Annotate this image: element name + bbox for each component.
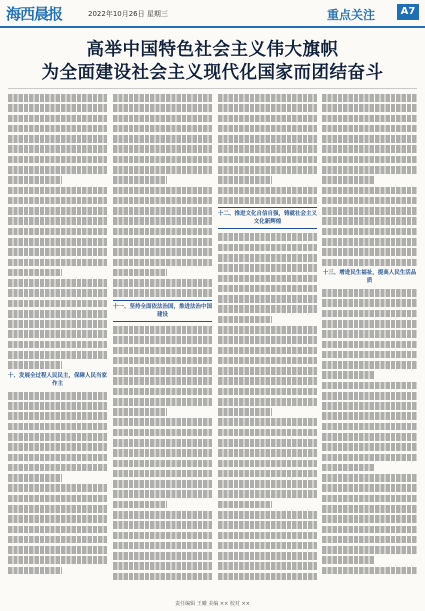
- text-line: [218, 542, 317, 550]
- text-line: [113, 449, 212, 457]
- text-line: [322, 351, 417, 359]
- text-line: [113, 439, 212, 447]
- text-line: [218, 398, 317, 406]
- text-line: [322, 176, 374, 184]
- text-line: [8, 505, 107, 513]
- text-line: [113, 408, 167, 416]
- text-line: [8, 526, 107, 534]
- text-line: [113, 511, 212, 519]
- text-line: [8, 310, 107, 318]
- text-line: [322, 474, 417, 482]
- text-line: [218, 275, 317, 283]
- text-line: [218, 295, 317, 303]
- subheading: 十二、推进文化自信自强，铸就社会主义文化新辉煌: [218, 207, 317, 229]
- text-line: [322, 423, 417, 431]
- text-line: [113, 269, 167, 277]
- text-line: [113, 145, 212, 153]
- text-line: [8, 207, 107, 215]
- text-line: [113, 166, 212, 174]
- text-line: [8, 197, 107, 205]
- text-line: [113, 238, 212, 246]
- text-line: [322, 526, 417, 534]
- text-line: [8, 104, 107, 112]
- text-line: [322, 536, 417, 544]
- headline-line-1: 高举中国特色社会主义伟大旗帜: [86, 40, 339, 60]
- text-line: [113, 429, 212, 437]
- text-line: [113, 480, 212, 488]
- text-line: [113, 228, 212, 236]
- article-column-3: [218, 94, 317, 594]
- text-line: [113, 289, 212, 297]
- text-line: [113, 388, 212, 396]
- text-line: [322, 464, 374, 472]
- text-line: [322, 115, 417, 123]
- headline-line-2: 为全面建设社会主义现代化国家而团结奋斗: [41, 63, 384, 83]
- text-line: [8, 423, 107, 431]
- text-line: [218, 336, 317, 344]
- text-line: [8, 269, 62, 277]
- text-line: [218, 244, 317, 252]
- text-line: [113, 248, 212, 256]
- text-line: [218, 573, 317, 581]
- text-line: [322, 259, 417, 267]
- text-line: [113, 217, 212, 225]
- text-line: [8, 300, 107, 308]
- text-line: [322, 156, 417, 164]
- text-line: [8, 556, 107, 564]
- text-line: [8, 187, 107, 195]
- text-line: [113, 573, 212, 581]
- text-line: [322, 248, 417, 256]
- text-line: [8, 217, 107, 225]
- text-line: [8, 464, 107, 472]
- text-line: [218, 511, 317, 519]
- text-line: [322, 94, 417, 102]
- text-line: [113, 367, 212, 375]
- text-line: [322, 310, 417, 318]
- text-line: [322, 392, 417, 400]
- text-line: [218, 135, 317, 143]
- text-line: [113, 115, 212, 123]
- newspaper-logo: 海西晨报: [6, 5, 63, 23]
- text-line: [113, 187, 212, 195]
- text-line: [322, 382, 417, 390]
- text-line: [322, 454, 417, 462]
- issue-date: 2022年10月26日 星期三: [88, 10, 168, 18]
- text-line: [218, 264, 317, 272]
- text-line: [113, 125, 212, 133]
- text-line: [218, 460, 317, 468]
- text-line: [322, 371, 374, 379]
- divider: [8, 88, 417, 89]
- text-line: [113, 357, 212, 365]
- text-line: [322, 567, 417, 575]
- text-line: [322, 135, 417, 143]
- text-line: [218, 418, 317, 426]
- article-column-4: [322, 94, 417, 594]
- text-line: [8, 515, 107, 523]
- text-line: [322, 217, 417, 225]
- text-line: [218, 480, 317, 488]
- text-line: [322, 238, 417, 246]
- text-line: [322, 228, 417, 236]
- text-line: [218, 94, 317, 102]
- text-line: [322, 433, 417, 441]
- text-line: [113, 135, 212, 143]
- text-line: [322, 330, 417, 338]
- text-line: [113, 176, 167, 184]
- text-line: [8, 474, 62, 482]
- text-line: [218, 347, 317, 355]
- text-line: [113, 94, 212, 102]
- text-line: [8, 567, 62, 575]
- article-column-2: [113, 94, 212, 594]
- text-line: [218, 449, 317, 457]
- footer-credits: 责任编辑 王曦 美编 ×× 校对 ××: [175, 601, 250, 607]
- text-line: [322, 495, 417, 503]
- text-line: [8, 341, 107, 349]
- text-line: [218, 104, 317, 112]
- page-number: A7: [397, 4, 419, 20]
- text-line: [322, 412, 417, 420]
- text-line: [113, 336, 212, 344]
- text-line: [8, 279, 107, 287]
- subheading: 十一、坚持全面依法治国，推进法治中国建设: [113, 300, 212, 322]
- text-line: [113, 326, 212, 334]
- text-line: [322, 299, 417, 307]
- text-line: [218, 115, 317, 123]
- text-line: [322, 341, 417, 349]
- text-line: [218, 439, 317, 447]
- text-line: [322, 443, 417, 451]
- text-line: [218, 166, 317, 174]
- text-line: [113, 418, 212, 426]
- text-line: [218, 552, 317, 560]
- text-line: [322, 289, 417, 297]
- text-line: [218, 501, 272, 509]
- text-line: [8, 433, 107, 441]
- text-line: [218, 367, 317, 375]
- text-line: [322, 484, 417, 492]
- text-line: [113, 347, 212, 355]
- text-line: [322, 556, 374, 564]
- text-line: [8, 145, 107, 153]
- text-line: [8, 412, 107, 420]
- text-line: [8, 289, 107, 297]
- text-line: [113, 470, 212, 478]
- text-line: [113, 490, 212, 498]
- text-line: [218, 388, 317, 396]
- text-line: [8, 238, 107, 246]
- text-line: [218, 176, 272, 184]
- text-line: [113, 197, 212, 205]
- text-line: [322, 515, 417, 523]
- text-line: [8, 166, 107, 174]
- text-line: [8, 443, 107, 451]
- text-line: [113, 104, 212, 112]
- text-line: [218, 408, 272, 416]
- masthead: [0, 0, 425, 28]
- text-line: [8, 125, 107, 133]
- text-line: [218, 490, 317, 498]
- text-line: [113, 532, 212, 540]
- text-line: [113, 542, 212, 550]
- text-line: [8, 176, 62, 184]
- text-line: [218, 305, 317, 313]
- text-line: [218, 145, 317, 153]
- text-line: [322, 166, 417, 174]
- text-line: [113, 156, 212, 164]
- text-line: [322, 104, 417, 112]
- text-line: [113, 552, 212, 560]
- text-line: [8, 454, 107, 462]
- text-line: [113, 207, 212, 215]
- text-line: [8, 402, 107, 410]
- article-column-1: [8, 94, 107, 594]
- text-line: [8, 484, 107, 492]
- text-line: [218, 254, 317, 262]
- text-line: [218, 285, 317, 293]
- text-line: [8, 259, 107, 267]
- text-line: [113, 259, 212, 267]
- text-line: [218, 316, 272, 324]
- text-line: [218, 326, 317, 334]
- text-line: [322, 197, 417, 205]
- text-line: [218, 197, 317, 205]
- text-line: [8, 330, 107, 338]
- text-line: [218, 233, 317, 241]
- text-line: [322, 320, 417, 328]
- text-line: [322, 145, 417, 153]
- text-line: [322, 187, 417, 195]
- text-line: [8, 495, 107, 503]
- text-line: [8, 115, 107, 123]
- text-line: [8, 228, 107, 236]
- text-line: [113, 398, 212, 406]
- text-line: [218, 187, 317, 195]
- text-line: [218, 532, 317, 540]
- text-line: [113, 562, 212, 570]
- text-line: [218, 562, 317, 570]
- subheading: 十三、增进民生福祉，提高人民生活品质: [322, 270, 417, 285]
- text-line: [322, 361, 417, 369]
- text-line: [322, 505, 417, 513]
- text-line: [113, 501, 167, 509]
- text-line: [113, 279, 212, 287]
- text-line: [8, 156, 107, 164]
- text-line: [113, 521, 212, 529]
- text-line: [218, 470, 317, 478]
- text-line: [322, 125, 417, 133]
- text-line: [218, 125, 317, 133]
- text-line: [8, 351, 107, 359]
- text-line: [8, 94, 107, 102]
- text-line: [8, 248, 107, 256]
- text-line: [8, 135, 107, 143]
- text-line: [218, 377, 317, 385]
- text-line: [218, 156, 317, 164]
- text-line: [8, 320, 107, 328]
- text-line: [8, 546, 107, 554]
- text-line: [113, 460, 212, 468]
- text-line: [322, 402, 417, 410]
- text-line: [8, 392, 107, 400]
- text-line: [218, 357, 317, 365]
- text-line: [8, 536, 107, 544]
- text-line: [322, 207, 417, 215]
- text-line: [218, 429, 317, 437]
- text-line: [113, 377, 212, 385]
- section-title: 重点关注: [326, 8, 375, 22]
- text-line: [322, 546, 417, 554]
- subheading: 十、发展全过程人民民主，保障人民当家作主: [8, 372, 107, 387]
- text-line: [218, 521, 317, 529]
- text-line: [8, 361, 62, 369]
